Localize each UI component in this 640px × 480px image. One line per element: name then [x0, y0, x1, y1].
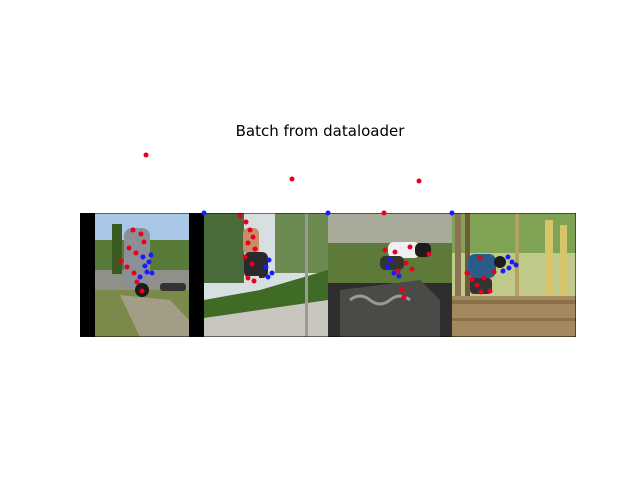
keypoint-blue-33: [267, 258, 272, 263]
keypoint-red-50: [410, 267, 415, 272]
keypoint-blue-22: [150, 271, 155, 276]
keypoint-red-51: [478, 256, 483, 261]
keypoint-red-40: [427, 252, 432, 257]
keypoint-blue-36: [266, 275, 271, 280]
image-strip: [80, 213, 576, 337]
keypoint-blue-21: [145, 270, 150, 275]
keypoint-red-11: [134, 251, 139, 256]
keypoint-red-24: [238, 214, 243, 219]
keypoint-red-25: [244, 220, 249, 225]
keypoint-red-41: [393, 250, 398, 255]
keypoint-blue-61: [514, 263, 519, 268]
keypoint-red-10: [127, 246, 132, 251]
keypoint-red-57: [479, 290, 484, 295]
keypoint-red-63: [470, 277, 475, 282]
keypoint-blue-47: [386, 265, 391, 270]
keypoint-red-56: [465, 271, 470, 276]
keypoint-red-2: [417, 179, 422, 184]
keypoint-red-37: [252, 279, 257, 284]
keypoint-red-16: [140, 289, 145, 294]
keypoint-blue-20: [149, 253, 154, 258]
keypoint-blue-23: [138, 275, 143, 280]
keypoint-blue-4: [326, 211, 331, 216]
keypoint-red-7: [131, 228, 136, 233]
keypoint-red-8: [139, 232, 144, 237]
keypoint-red-5: [382, 211, 387, 216]
keypoint-red-9: [142, 240, 147, 245]
keypoint-red-55: [475, 283, 480, 288]
keypoint-red-12: [119, 259, 124, 264]
keypoint-red-32: [246, 276, 251, 281]
image-panel-3: [328, 213, 452, 337]
chart-title: Batch from dataloader: [235, 122, 405, 140]
keypoint-blue-35: [270, 271, 275, 276]
image-panel-2: [204, 213, 328, 337]
keypoint-blue-3: [202, 211, 207, 216]
keypoint-red-52: [492, 270, 497, 275]
keypoint-red-14: [132, 271, 137, 276]
keypoint-blue-46: [388, 258, 393, 263]
keypoint-blue-6: [450, 211, 455, 216]
keypoint-blue-58: [506, 255, 511, 260]
keypoint-blue-49: [397, 274, 402, 279]
keypoint-red-27: [251, 235, 256, 240]
image-panel-1: [80, 213, 204, 337]
keypoint-red-54: [488, 289, 493, 294]
keypoint-blue-18: [147, 260, 152, 265]
keypoint-red-53: [482, 276, 487, 281]
keypoint-red-38: [383, 248, 388, 253]
keypoint-blue-19: [141, 255, 146, 260]
keypoint-red-1: [290, 177, 295, 182]
keypoint-red-30: [243, 255, 248, 260]
keypoint-red-31: [250, 262, 255, 267]
keypoint-blue-62: [501, 269, 506, 274]
keypoint-blue-60: [507, 266, 512, 271]
keypoint-red-15: [135, 280, 140, 285]
keypoint-red-26: [248, 228, 253, 233]
keypoint-blue-48: [392, 271, 397, 276]
keypoint-red-13: [125, 265, 130, 270]
keypoint-red-45: [402, 295, 407, 300]
keypoint-blue-59: [510, 260, 515, 265]
keypoint-red-29: [253, 247, 258, 252]
keypoint-red-28: [246, 241, 251, 246]
keypoint-blue-17: [143, 264, 148, 269]
keypoint-red-44: [400, 287, 405, 292]
keypoint-red-42: [404, 261, 409, 266]
image-panel-4: [452, 213, 576, 337]
keypoint-red-39: [408, 245, 413, 250]
keypoint-blue-34: [264, 265, 269, 270]
keypoint-red-0: [144, 153, 149, 158]
